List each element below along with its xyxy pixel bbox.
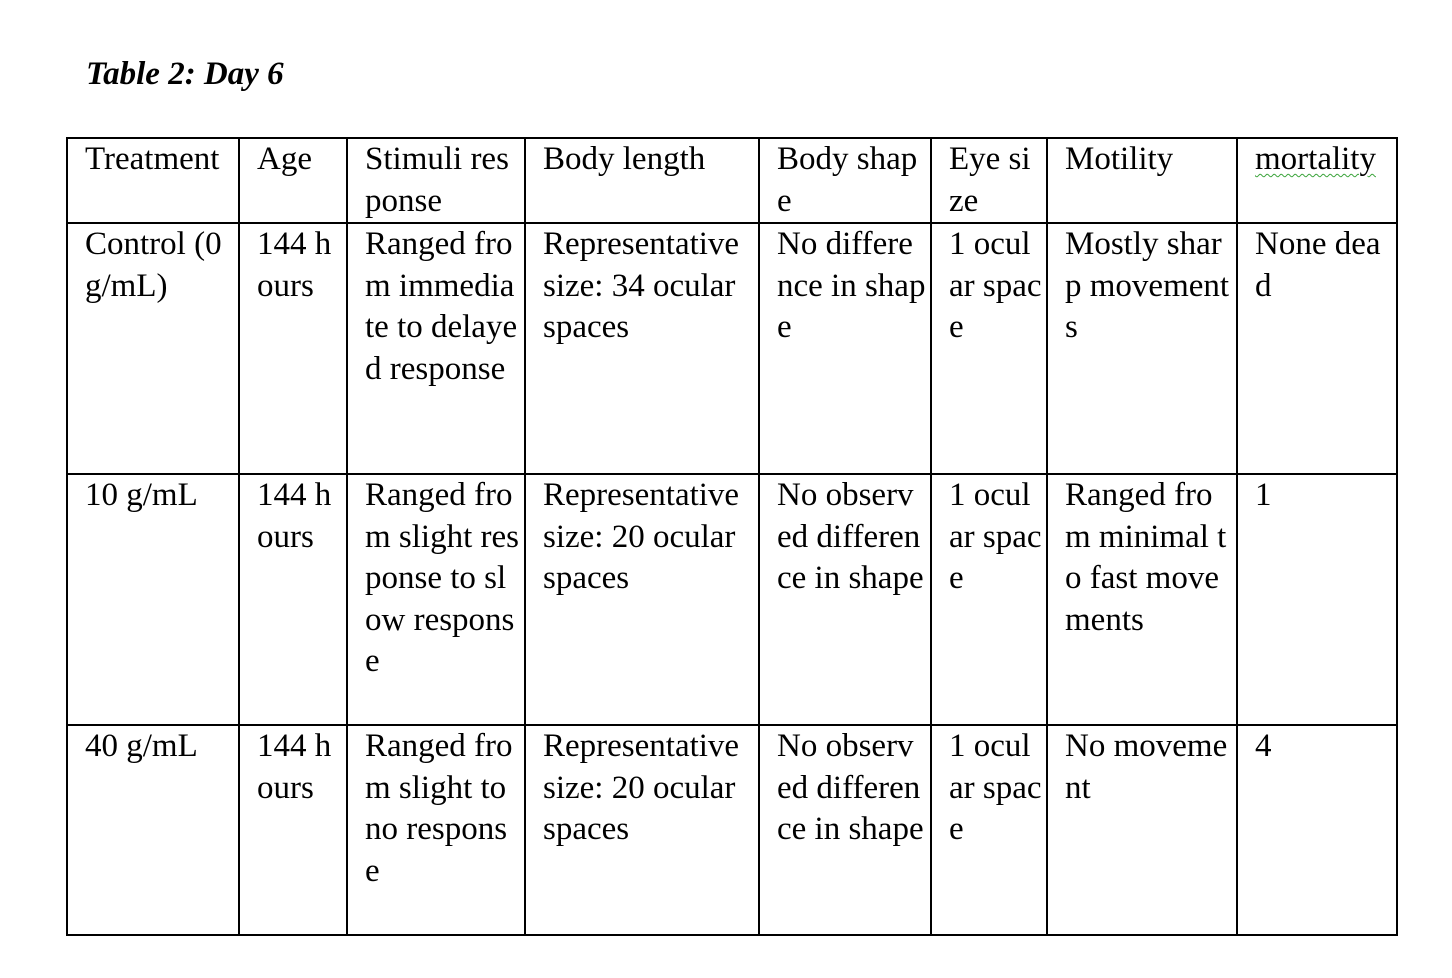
header-body-length: Body length [525, 138, 759, 223]
cell-motility: No movement [1047, 725, 1237, 935]
cell-age: 144 hours [239, 223, 347, 474]
cell-age: 144 hours [239, 725, 347, 935]
table-caption: Table 2: Day 6 [86, 56, 284, 92]
cell-treatment: Control (0g/mL) [67, 223, 239, 474]
cell-stimuli-response: Ranged from slight response to slow response [347, 474, 525, 725]
header-body-shape: Body shape [759, 138, 931, 223]
results-table [66, 137, 1398, 936]
cell-body-length: Representative size: 34 ocular spaces [525, 223, 759, 474]
cell-body-shape: No difference in shape [759, 223, 931, 474]
header-motility: Motility [1047, 138, 1237, 223]
cell-mortality: 1 [1237, 474, 1397, 725]
cell-body-length: Representative size: 20 ocular spaces [525, 725, 759, 935]
table-row [67, 725, 1397, 935]
cell-eye-size: 1 ocular space [931, 223, 1047, 474]
cell-body-shape: No observed difference in shape [759, 725, 931, 935]
header-eye-size: Eye size [931, 138, 1047, 223]
cell-treatment: 40 g/mL [67, 725, 239, 935]
cell-eye-size: 1 ocular space [931, 725, 1047, 935]
cell-mortality: None dead [1237, 223, 1397, 474]
table-row [67, 474, 1397, 725]
header-row [67, 138, 1397, 223]
header-mortality [1237, 138, 1397, 223]
header-stimuli-response: Stimuli response [347, 138, 525, 223]
cell-motility: Ranged from minimal to fast movements [1047, 474, 1237, 725]
cell-treatment: 10 g/mL [67, 474, 239, 725]
header-treatment: Treatment [67, 138, 239, 223]
cell-stimuli-response: Ranged from immediate to delayed response [347, 223, 525, 474]
header-age: Age [239, 138, 347, 223]
cell-mortality: 4 [1237, 725, 1397, 935]
cell-stimuli-response: Ranged from slight to no response [347, 725, 525, 935]
cell-motility: Mostly sharp movements [1047, 223, 1237, 474]
spellcheck-word: mortality [1255, 141, 1376, 177]
table-row [67, 223, 1397, 474]
cell-body-shape: No observed difference in shape [759, 474, 931, 725]
cell-age: 144 hours [239, 474, 347, 725]
cell-body-length: Representative size: 20 ocular spaces [525, 474, 759, 725]
cell-eye-size: 1 ocular space [931, 474, 1047, 725]
